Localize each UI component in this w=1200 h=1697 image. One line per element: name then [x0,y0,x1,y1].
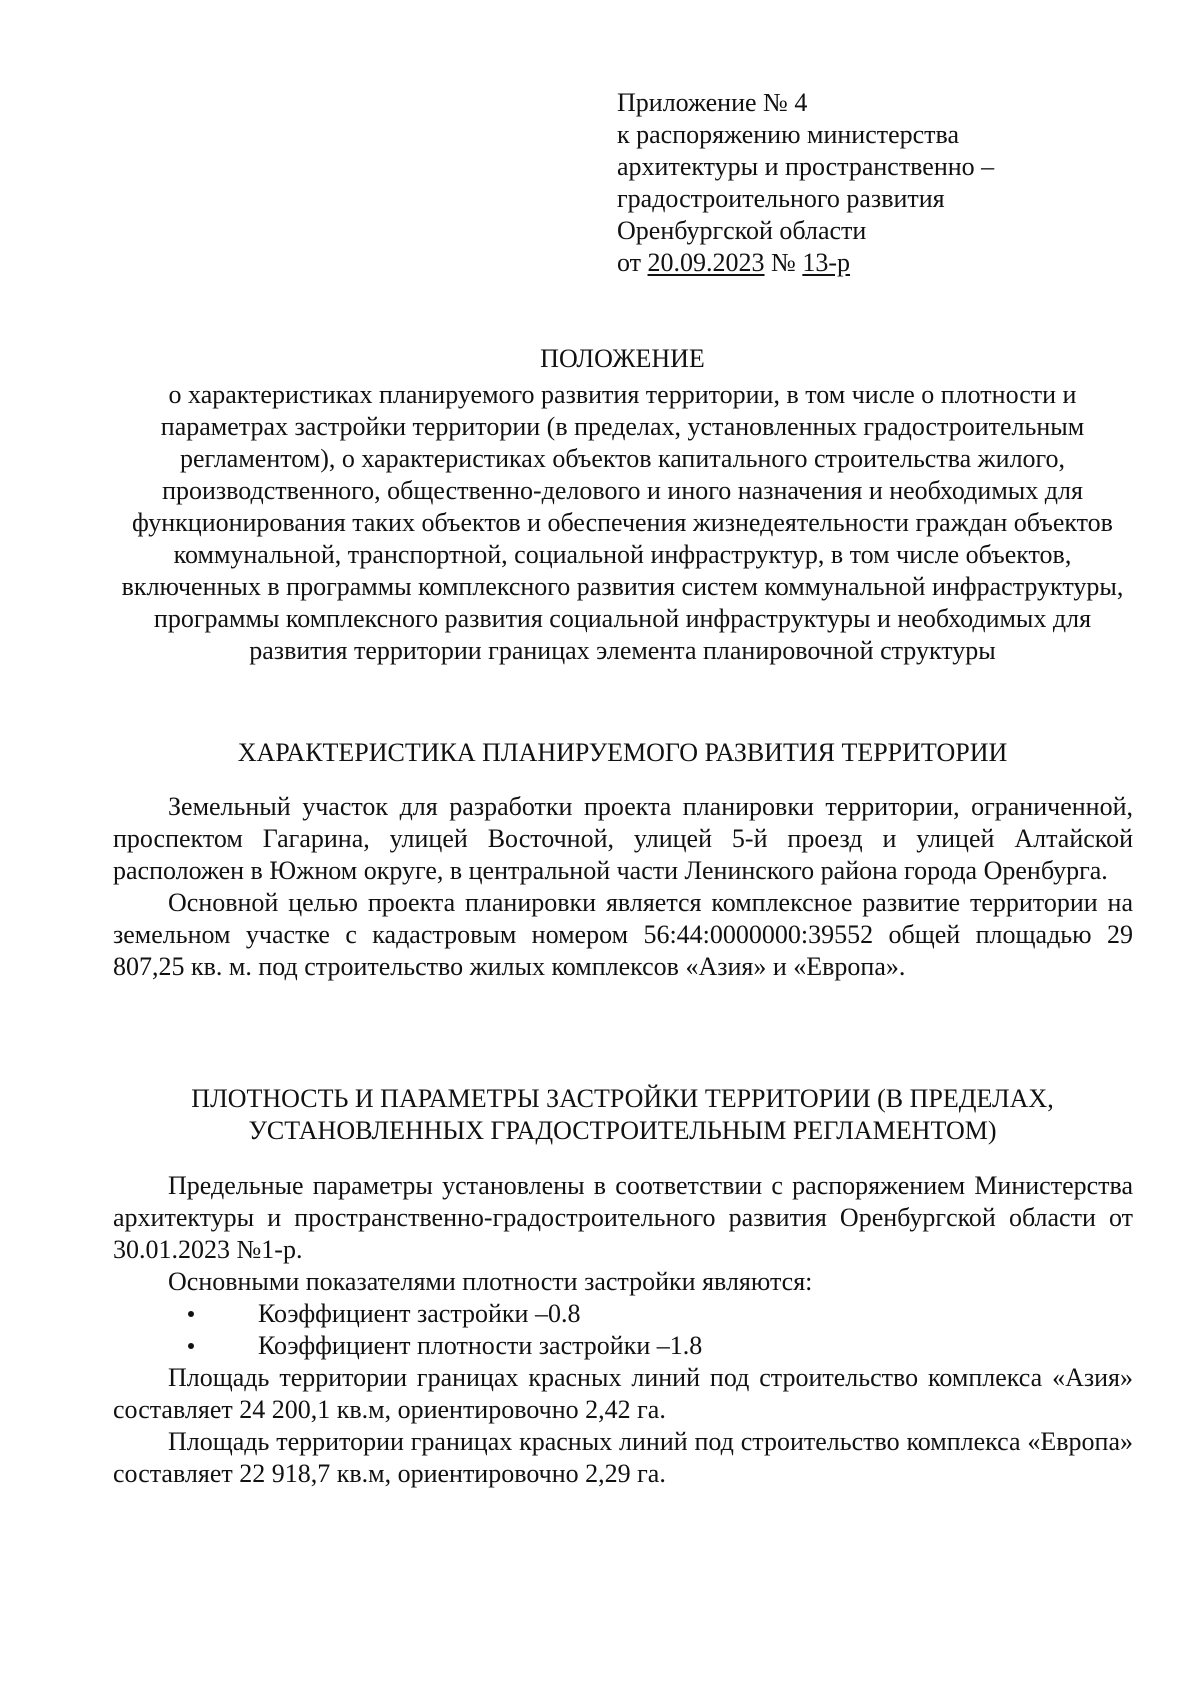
bullet-icon [188,1343,194,1349]
appendix-line: градостроительного развития [617,184,945,213]
section2-heading-line1: ПЛОТНОСТЬ И ПАРАМЕТРЫ ЗАСТРОЙКИ ТЕРРИТОРИИ (В ПРЕДЕЛАХ, [191,1084,1054,1113]
indicator-list [113,1298,1133,1362]
section1-paragraph: Земельный участок для разработки проекта планировки территории, ограниченной, проспектом Гагарина, улицей Восточной, улицей 5-й проезд и улицей Алтайской расположен в Южном округе, в центральной части Ленинского района города Оренбурга. [113,792,1133,885]
section1-heading: ХАРАКТЕРИСТИКА ПЛАНИРУЕМОГО РАЗВИТИЯ ТЕРРИТОРИИ [237,738,1008,767]
appendix-block [617,87,1097,279]
list-item-text: Коэффициент застройки –0.8 [258,1299,581,1328]
date-prefix: от [617,248,648,277]
appendix-date-line [617,247,1097,279]
section2-heading-line2: УСТАНОВЛЕННЫХ ГРАДОСТРОИТЕЛЬНЫМ РЕГЛАМЕНТОМ) [248,1116,997,1145]
appendix-line: архитектуры и пространственно – [617,152,995,181]
appendix-line: к распоряжению министерства [617,120,960,149]
appendix-line: Оренбургской области [617,216,867,245]
section2-paragraph: Предельные параметры установлены в соответствии с распоряжением Министерства архитектуры и пространственно-градостроительного развития Оренбургской области от 30.01.2023 №1-р. [113,1171,1133,1264]
number-prefix: № [764,248,803,277]
section2-body [113,1170,1133,1490]
section2-paragraph: Основными показателями плотности застройки являются: [168,1267,813,1296]
title-main: ПОЛОЖЕНИЕ [540,344,705,373]
section2-paragraph: Площадь территории границах красных линий под строительство комплекса «Азия» составляет 24 200,1 кв.м, ориентировочно 2,42 га. [113,1363,1133,1424]
section2-paragraph: Площадь территории границах красных линий под строительство комплекса «Европа» составляет 22 918,7 кв.м, ориентировочно 2,29 га. [113,1427,1133,1488]
appendix-line: Приложение № 4 [617,88,808,117]
document-title [110,343,1135,667]
order-number: 13-р [802,248,851,277]
title-subtitle: о характеристиках планируемого развития территории, в том числе о плотности и параметрах застройки территории (в пределах, установленных градостроительным регламентом), о характеристиках объектов капитального строительства жилого, производственного, общественно-делового и иного назначения и необходимых для функционирования таких объектов и обеспечения жизнедеятельности граждан объектов коммунальной, транспортной, социальной инфраструктур, в том числе объектов, включенных в программы комплексного развития систем коммунальной инфраструктуры, программы комплексного развития социальной инфраструктуры и необходимых для развития территории границах элемента планировочной структуры [121,380,1124,665]
bullet-icon [188,1311,194,1317]
list-item [113,1298,1133,1330]
list-item [113,1330,1133,1362]
order-date: 20.09.2023 [647,248,765,277]
list-item-text: Коэффициент плотности застройки –1.8 [258,1331,703,1360]
section1-paragraph: Основной целью проекта планировки является комплексное развитие территории на земельном участке с кадастровым номером 56:44:0000000:39552 общей площадью 29 807,25 кв. м. под строительство жилых комплексов «Азия» и «Европа». [113,888,1133,981]
section1-body [113,791,1133,983]
